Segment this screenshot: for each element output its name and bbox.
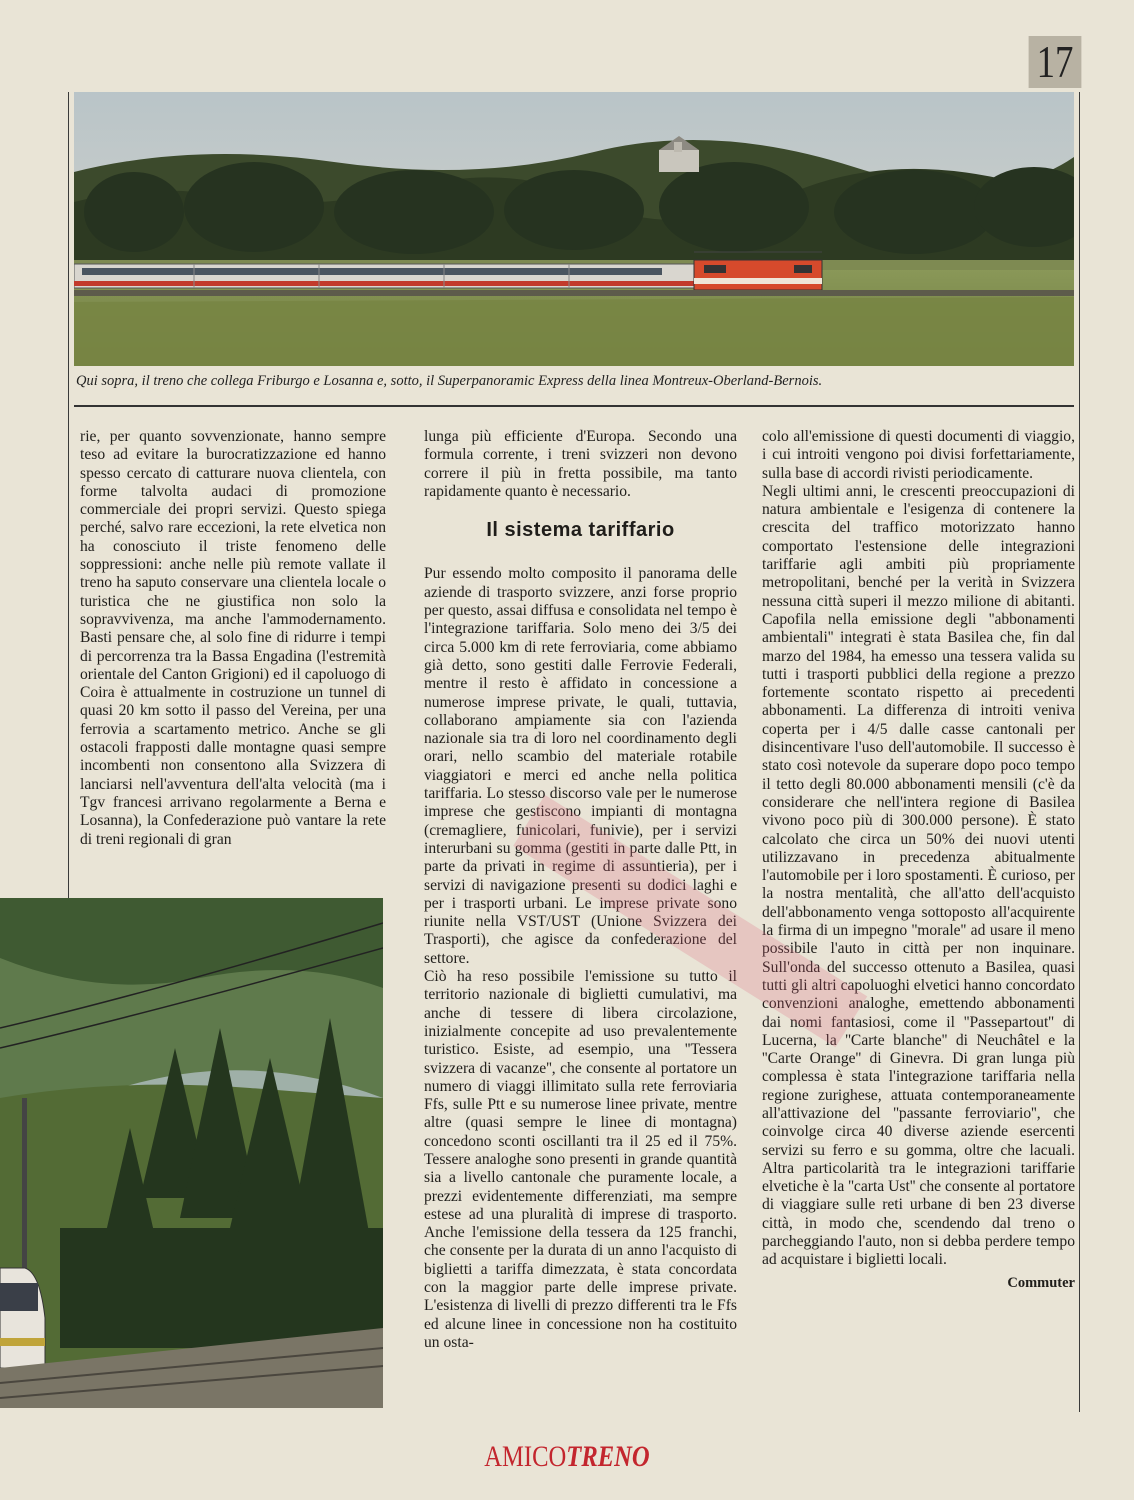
- article-column-3: [762, 428, 1075, 1292]
- masthead-amico: AMICO: [484, 1440, 567, 1473]
- column-3-paragraph-2: Negli ultimi anni, le crescenti preoccupazioni di natura ambientale e l'esigenza di contenere la crescita del traffico motorizzato hanno comportato l'estensione delle integrazioni tariffarie agli ambiti più propriamente metropolitani, benché per la verità in Svizzera nessuna città superi il mezzo milione di abitanti. Capofila nella emissione degli ''abbonamenti ambientali'' integrati è stata Basilea che, fin dal marzo del 1984, ha emesso una tessera valida su tutti i trasporti pubblici della regione a prezzo fortemente scontato rispetto ai precedenti abbonamenti. La differenza di introiti veniva coperta per i 4/5 dalle casse cantonali per disincentivare l'uso dell'automobile. Il successo è stato così notevole da superare dopo poco tempo il tetto degli 80.000 abbonamenti mensili (c'è da considerare che nell'intera regione di Basilea vivono poco più di 300.000 persone). È stato calcolato che circa un 50% dei nuovi utenti utilizzavano in precedenza abitualmente l'automobile per i loro spostamenti. È curioso, per la nostra mentalità, che all'atto dell'acquisto dell'abbonamento venga sottoposto all'acquirente la firma di un impegno ''morale'' ad usare il meno possibile l'auto in città per non inquinare. Sull'onda del successo ottenuto a Basilea, quasi tutti gli altri capoluoghi elvetici hanno concordato convenzioni analoghe, emettendo abbonamenti dai nomi fantasiosi, come il ''Passepartout'' di Lucerna, la ''Carte blanche'' di Neuchâtel e la ''Carte Orange'' di Ginevra. Di gran lunga più complessa è stata l'integrazione tariffaria nella regione zurighese, attuata contemporaneamente all'attivazione del ''passante ferroviario'', che coinvolge circa 40 diverse aziende esercenti servizi su ferro e su gomma, oltre che lacuali. Altra particolarità tra le integrazioni tariffarie elvetiche è la ''carta Ust'' che consente al portatore di viaggiare sulle reti urbane di ben 23 diverse città, in modo che, scendendo dal treno o parcheggiando l'auto, non si debba perdere tempo ad acquistare i biglietti locali.: [762, 482, 1075, 1269]
- article-column-1: [80, 428, 386, 849]
- author-signature: Commuter: [1007, 1274, 1075, 1291]
- bottom-mountain-photo: [0, 898, 383, 1408]
- frame-line-left: [68, 92, 69, 898]
- column-2-body: Pur essendo molto composito il panorama delle aziende di trasporto svizzere, anzi forse proprio per questo, assai diffusa e consolidata nel tempo è l'integrazione tariffaria. Solo meno dei 3/5 dei circa 5.000 km di rete ferroviaria, come abbiamo già detto, sono gestiti dalle Ferrovie Federali, mentre il resto è affidato in concessione a numerose imprese private, le quali, tuttavia, collaborano ampiamente sia con l'azienda nazionale sia tra di loro nel coordinamento degli orari, nello scambio del materiale rotabile viaggiatori e merci ed anche nella politica tariffaria. Lo stesso discorso vale per le numerose imprese che gestiscono impianti di montagna (cremagliere, funicolari, funivie), per i servizi interurbani su gomma (gestiti in parte dalle Ptt, in parte da privati in regime di assuntieria), per i servizi di navigazione presenti su dodici laghi e per i trasporti urbani. Le imprese private sono riunite nella VST/UST (Unione Svizzera dei Trasporti), che agisce da confederazione del settore.: [424, 565, 737, 967]
- caption-rule: [74, 405, 1074, 407]
- masthead-treno: TRENO: [566, 1440, 650, 1473]
- column-1-text: rie, per quanto sovvenzionate, hanno sempre teso ad evitare la burocratizzazione ed hanno spesso cercato di catturare nuova clientela, con forme talvolta audaci di promozione commerciale dei propri servizi. Questo spiega perché, salvo rare eccezioni, la rete elvetica non ha conosciuto il triste fenomeno delle soppressioni: anche nelle più remote vallate il treno ha saputo conservare una clientela locale o turistica che ne giustifica non solo la sopravvivenza, ma anche l'ammodernamento. Basti pensare che, al solo fine di ridurre i tempi di percorrenza tra la Bassa Engadina (l'estremità orientale del Canton Grigioni) ed il capoluogo di Coira è attualmente in costruzione un tunnel di quasi 20 km sotto il passo del Vereina, per una ferrovia a scartamento metrico. Anche se gli ostacoli frapposti dalle montagne quasi sempre incombenti non consentono alla Svizzera di lanciarsi nell'avventura dell'alta velocità (ma i Tgv francesi arrivano regolarmente a Berna e Losanna), la Confederazione può vantare la rete di treni regionali di gran: [80, 428, 386, 848]
- column-3-paragraph-1: colo all'emissione di questi documenti di viaggio, i cui introiti vengono poi divisi forfettariamente, sulla base di accordi rivisti periodicamente.: [762, 428, 1075, 482]
- column-2-body-2: Ciò ha reso possibile l'emissione su tutto il territorio nazionale di biglietti cumulativi, ma anche di tessere di libera circolazione, inizialmente concepite ad uso prevalentemente turistico. Esiste, ad esempio, una ''Tessera svizzera di vacanze'', che consente al portatore un numero di viaggi illimitato sulla rete ferroviaria Ffs, sulle Ptt e su numerose linee private, mentre altre (quasi sempre le linee di montagna) concedono sconti oscillanti tra il 25 ed il 75%. Tessere analoghe sono presenti in grande quantità sia a livello cantonale che puramente locale, a prezzi evidentemente differenziati, ma sempre estese ad una pluralità di imprese di trasporto. Anche l'emissione della tessera da 125 franchi, che consente per la durata di un anno l'acquisto di biglietti a tariffa dimezzata, è stata concordata con la maggior parte delle imprese private. L'esistenza di livelli di prezzo differenti tra le Ffs ed alcune linee in concessione non ha costituito un osta-: [424, 968, 737, 1351]
- top-train-photo: [74, 92, 1074, 366]
- frame-line-right: [1079, 92, 1080, 1412]
- photo-caption: Qui sopra, il treno che collega Friburgo e Losanna e, sotto, il Superpanoramic Express della linea Montreux-Oberland-Bernois.: [76, 373, 823, 389]
- magazine-masthead: [102, 1440, 1032, 1474]
- section-heading: Il sistema tariffario: [486, 519, 675, 542]
- page-number: 17: [1029, 36, 1082, 88]
- column-2-intro: lunga più efficiente d'Europa. Secondo una formula corrente, i treni svizzeri non devono correre il più in fretta possibile, ma tanto rapidamente quanto è necessario.: [424, 428, 737, 500]
- article-column-2: [424, 428, 737, 1352]
